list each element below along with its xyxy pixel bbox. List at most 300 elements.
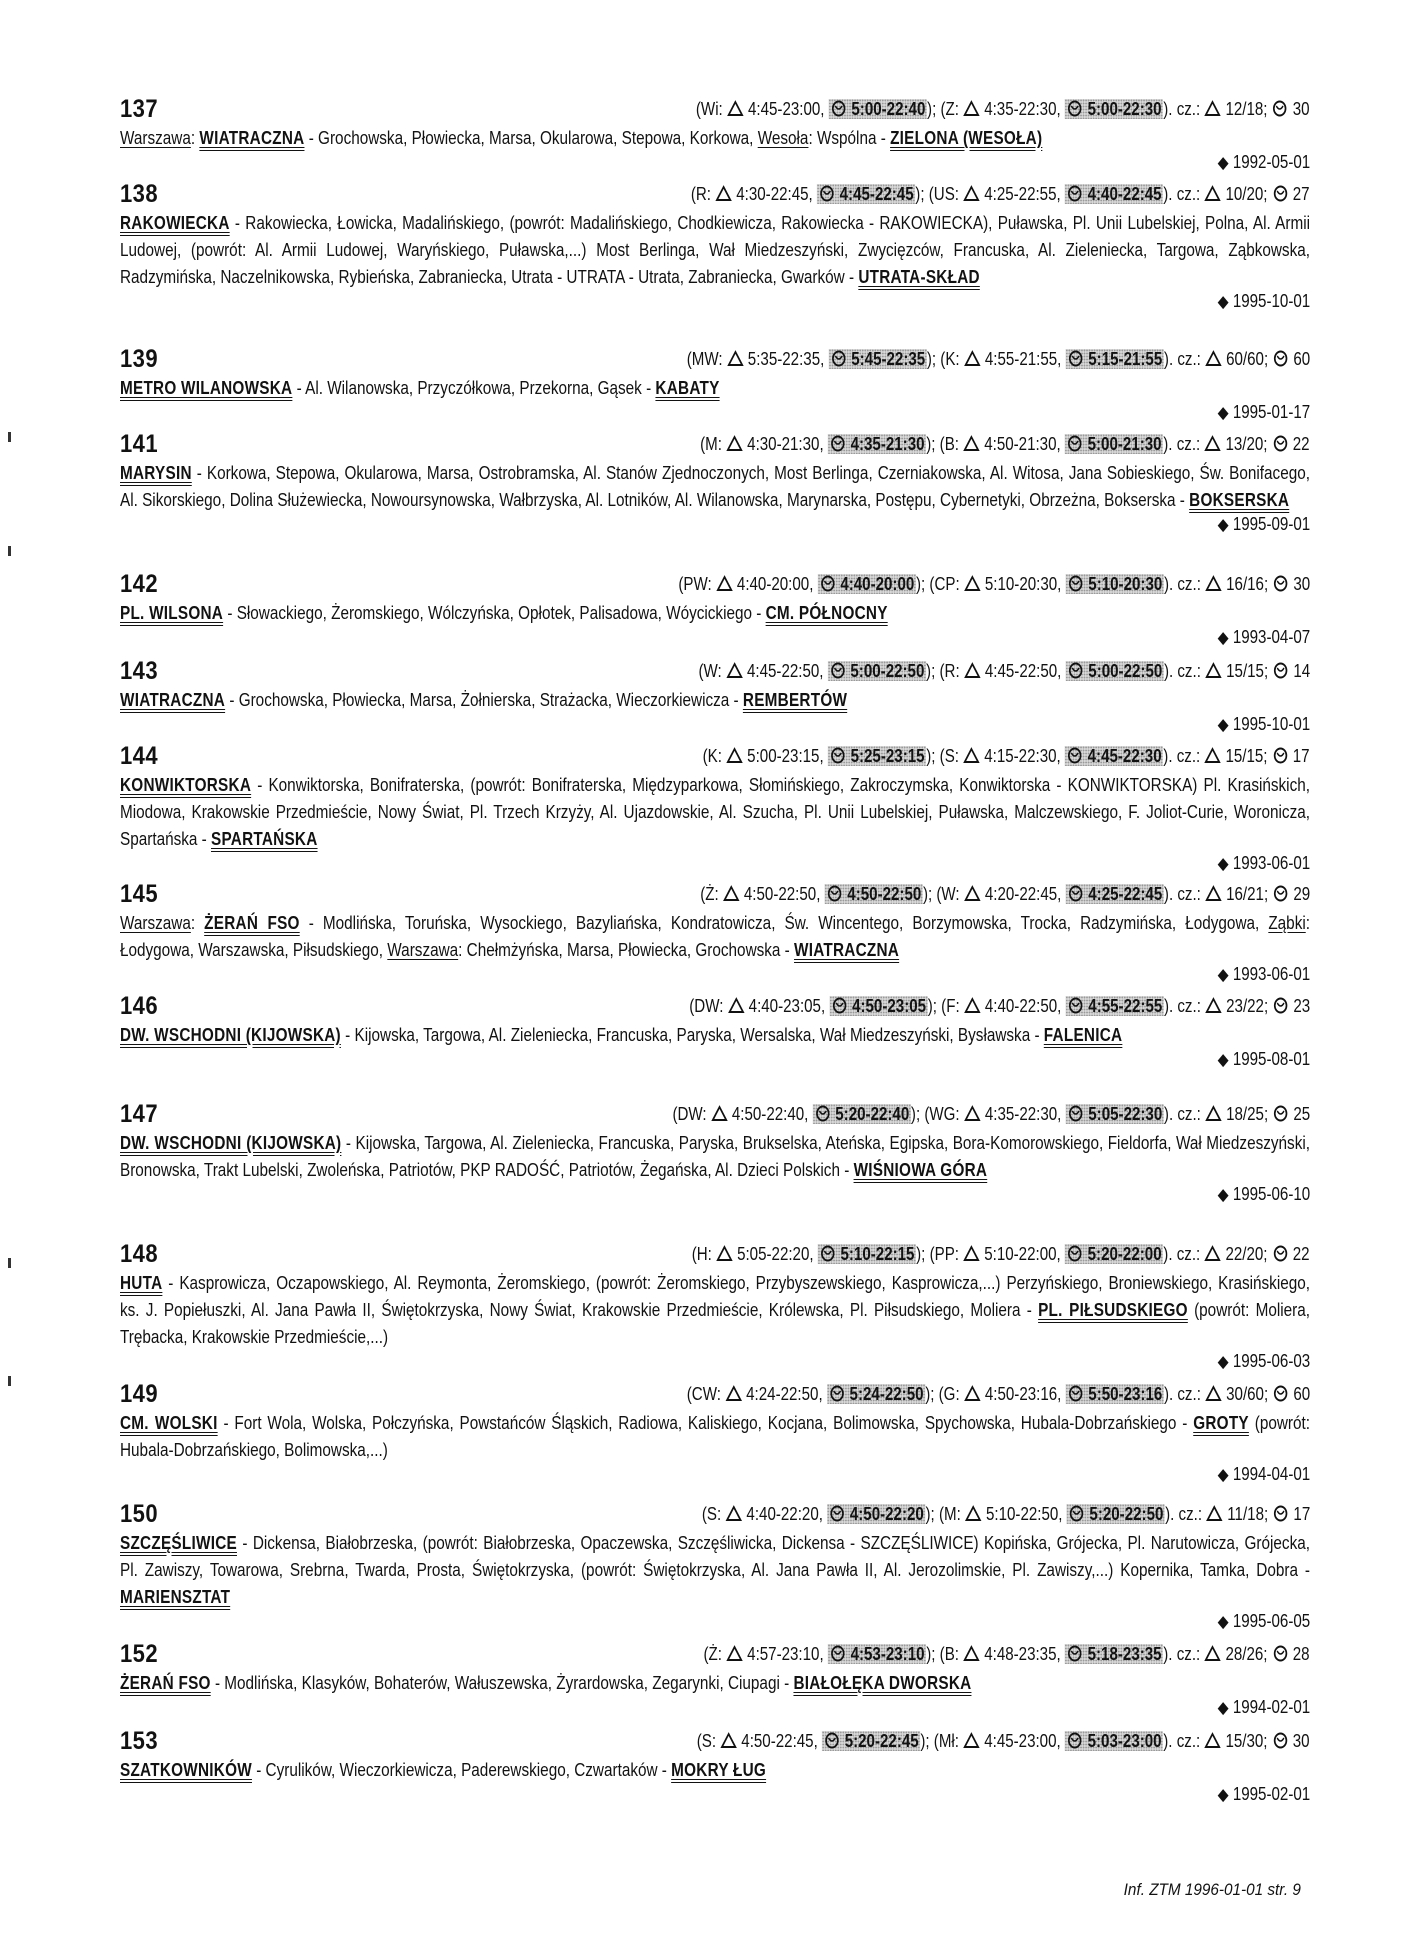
clock-icon bbox=[1272, 1645, 1289, 1662]
terminal-1-peak-value: 5:00-22:50 bbox=[850, 661, 925, 681]
triangle-icon bbox=[727, 1645, 744, 1662]
route-header bbox=[120, 180, 1310, 210]
route-date-value: 1992-05-01 bbox=[1232, 152, 1310, 172]
terminal-1-hours: 4:57-23:10, bbox=[747, 1644, 825, 1664]
triangle-icon bbox=[723, 885, 740, 902]
terminal-1-peak-hours bbox=[817, 184, 915, 204]
terminal-1-peak-hours bbox=[829, 996, 927, 1016]
terminal-2-code: ); (F: bbox=[927, 996, 960, 1016]
terminal-1-hours: 4:30-21:30, bbox=[747, 434, 825, 454]
terminal-2-hours: 4:20-22:45, bbox=[984, 884, 1062, 904]
terminal-2-hours: 4:50-21:30, bbox=[984, 434, 1062, 454]
route-description bbox=[120, 460, 1310, 514]
terminal-2-peak-value: 5:00-22:30 bbox=[1088, 99, 1163, 119]
route-streets: (powrót: Hubala-Dobrzańskiego, Bolimowska,...) bbox=[120, 1413, 1310, 1460]
frequency-peak: 60 bbox=[1293, 1384, 1310, 1404]
clock-icon bbox=[829, 1505, 846, 1522]
terminus-name: BOKSERSKA bbox=[1189, 490, 1290, 510]
route-header bbox=[120, 1640, 1310, 1670]
diamond-icon: ◆ bbox=[1217, 292, 1229, 311]
terminal-2-code: ); (M: bbox=[925, 1504, 961, 1524]
clock-icon bbox=[1272, 997, 1289, 1014]
frequency-label: ). cz.: bbox=[1163, 1384, 1201, 1404]
terminal-1-code: (DW: bbox=[689, 996, 724, 1016]
terminal-1-hours: 4:50-22:40, bbox=[731, 1104, 809, 1124]
terminus-name: KONWIKTORSKA bbox=[120, 775, 252, 795]
frequency-peak: 30 bbox=[1293, 574, 1310, 594]
frequency-peak: 29 bbox=[1293, 884, 1310, 904]
route-streets: - Konwiktorska, Bonifraterska, (powrót: Bonifraterska, Międzyparkowa, Słomińskiego, Zakroczymska, Konwiktorska - KONWIKTORSKA) Pl. Krasińskich, Miodowa, Krakowskie Przedmieście, Nowy Świat, Pl. Trzech Krzyży, Al. Ujazdowskie, Al. Szucha, Pl. Unii Lubelskiej, Puławska, Malczewskiego, F. Joliot-Curie, Woronicza, Spartańska - bbox=[120, 775, 1311, 849]
diamond-icon: ◆ bbox=[1217, 965, 1229, 984]
terminal-1-code: (MW: bbox=[686, 349, 723, 369]
terminal-2-hours: 4:55-21:55, bbox=[984, 349, 1062, 369]
route-description bbox=[120, 1130, 1310, 1184]
city-name: Warszawa bbox=[120, 128, 191, 148]
clock-icon bbox=[1067, 1732, 1084, 1749]
terminal-1-peak-hours bbox=[827, 1504, 925, 1524]
frequency-values: 16/21; bbox=[1225, 884, 1268, 904]
route-description bbox=[120, 1410, 1310, 1464]
terminus-name: DW. WSCHODNI (KIJOWSKA) bbox=[120, 1025, 341, 1045]
terminal-2-code: ); (WG: bbox=[910, 1104, 960, 1124]
terminus-name: MARIENSZTAT bbox=[120, 1587, 231, 1607]
frequency-values: 13/20; bbox=[1225, 434, 1268, 454]
route-date-value: 1995-08-01 bbox=[1232, 1049, 1310, 1069]
terminal-1-hours: 4:30-22:45, bbox=[736, 184, 814, 204]
city-name: Warszawa bbox=[120, 913, 191, 933]
route-description bbox=[120, 210, 1310, 291]
route-entry bbox=[120, 95, 1310, 172]
terminus-name: BIAŁOŁĘKA DWORSKA bbox=[793, 1673, 972, 1693]
terminal-2-peak-value: 5:03-23:00 bbox=[1088, 1731, 1163, 1751]
route-hours bbox=[689, 996, 1310, 1017]
terminal-2-peak-value: 5:18-23:35 bbox=[1088, 1644, 1163, 1664]
terminus-name: WIATRACZNA bbox=[120, 690, 226, 710]
diamond-icon: ◆ bbox=[1217, 715, 1229, 734]
triangle-icon bbox=[1205, 1105, 1222, 1122]
triangle-icon bbox=[727, 747, 744, 764]
frequency-label: ). cz.: bbox=[1163, 661, 1201, 681]
route-date-value: 1995-06-03 bbox=[1232, 1351, 1310, 1371]
terminal-1-peak-hours bbox=[822, 1731, 920, 1751]
route-streets: - Dickensa, Białobrzeska, (powrót: Białobrzeska, Opaczewska, Szczęśliwicka, Dickensa - SZCZĘŚLIWICE) Kopińska, Grójecka, Pl. Narutowicza, Grójecka, Pl. Zawiszy, Towarowa, Srebrna, Twarda, Prosta, Świętokrzyska, (powrót: Świętokrzyska, Al. Jana Pawła II, Al. Jerozolimskie, Pl. Zawiszy,...) Kopernika, Tamka, Dobra - bbox=[120, 1533, 1310, 1580]
terminus-name: REMBERTÓW bbox=[742, 690, 848, 710]
route-entry bbox=[120, 570, 1310, 647]
terminal-2-peak-value: 4:25-22:45 bbox=[1088, 884, 1163, 904]
route-streets: - Al. Wilanowska, Przyczółkowa, Przekorna, Gąsek - bbox=[292, 378, 656, 398]
route-hours bbox=[691, 184, 1310, 205]
clock-icon bbox=[1067, 1645, 1084, 1662]
frequency-peak: 23 bbox=[1293, 996, 1310, 1016]
route-header bbox=[120, 742, 1310, 772]
route-entry bbox=[120, 1500, 1310, 1631]
route-streets: : Chełmżyńska, Marsa, Płowiecka, Grochowska - bbox=[458, 940, 795, 960]
route-entry bbox=[120, 1640, 1310, 1717]
triangle-icon bbox=[1205, 575, 1222, 592]
frequency-label: ). cz.: bbox=[1163, 996, 1201, 1016]
clock-icon bbox=[1067, 1105, 1084, 1122]
terminal-2-peak-hours bbox=[1065, 184, 1163, 204]
route-hours bbox=[678, 574, 1310, 595]
route-description bbox=[120, 375, 1310, 402]
terminus-name: ŻERAŃ FSO bbox=[120, 1673, 211, 1693]
terminal-1-peak-hours bbox=[827, 1384, 925, 1404]
terminal-2-peak-hours bbox=[1065, 349, 1163, 369]
clock-icon bbox=[1272, 885, 1289, 902]
route-number: 143 bbox=[120, 657, 159, 685]
terminus-name: CM. WOLSKI bbox=[120, 1413, 218, 1433]
terminal-2-peak-hours bbox=[1065, 1244, 1163, 1264]
terminal-1-hours: 4:50-22:50, bbox=[743, 884, 821, 904]
frequency-values: 60/60; bbox=[1225, 349, 1268, 369]
route-description bbox=[120, 1022, 1310, 1049]
terminus-name: ZIELONA (WESOŁA) bbox=[890, 128, 1043, 148]
route-hours bbox=[687, 1384, 1310, 1405]
route-streets: : bbox=[190, 128, 200, 148]
triangle-icon bbox=[1205, 662, 1222, 679]
clock-icon bbox=[831, 100, 848, 117]
triangle-icon bbox=[727, 350, 744, 367]
terminal-2-peak-hours bbox=[1065, 884, 1163, 904]
frequency-values: 18/25; bbox=[1225, 1104, 1268, 1124]
diamond-icon: ◆ bbox=[1217, 1785, 1229, 1804]
triangle-icon bbox=[717, 1245, 734, 1262]
terminal-1-peak-value: 5:20-22:45 bbox=[845, 1731, 920, 1751]
terminal-2-hours: 5:10-22:50, bbox=[985, 1504, 1063, 1524]
clock-icon bbox=[1067, 997, 1084, 1014]
triangle-icon bbox=[725, 1385, 742, 1402]
route-date bbox=[1217, 1697, 1310, 1718]
terminal-1-code: (W: bbox=[698, 661, 722, 681]
route-date-value: 1994-04-01 bbox=[1232, 1464, 1310, 1484]
route-header bbox=[120, 880, 1310, 910]
route-description bbox=[120, 772, 1310, 853]
route-hours bbox=[692, 1244, 1310, 1265]
route-date bbox=[1217, 1464, 1310, 1485]
route-streets: (powrót: Moliera, Trębacka, Krakowskie Przedmieście,...) bbox=[120, 1300, 1310, 1347]
route-description bbox=[120, 1270, 1310, 1351]
clock-icon bbox=[830, 1645, 847, 1662]
terminus-name: METRO WILANOWSKA bbox=[120, 378, 293, 398]
route-streets: - Rakowiecka, Łowicka, Madalińskiego, (powrót: Madalińskiego, Chodkiewicza, Rakowiecka - RAKOWIECKA), Puławska, Pl. Unii Lubelskiej, Polna, Al. Armii Ludowej, (powrót: Al. Armii Ludowej, Waryńskiego, Puławska,...) Most Berlinga, Wał Miedzeszyński, Zwycięzców, Francuska, Al. Zieleniecka, Targowa, Ząbkowska, Radzymińska, Naczelnikowska, Rybieńska, Zabraniecka, Utrata - UTRATA - Utrata, Zabraniecka, Gwarków - bbox=[120, 213, 1310, 287]
frequency-label: ). cz.: bbox=[1163, 434, 1201, 454]
frequency-peak: 27 bbox=[1293, 184, 1310, 204]
terminal-1-peak-hours bbox=[818, 1244, 916, 1264]
route-entry bbox=[120, 1380, 1310, 1484]
route-number: 148 bbox=[120, 1240, 159, 1268]
terminal-2-peak-hours bbox=[1065, 434, 1163, 454]
terminus-name: DW. WSCHODNI (KIJOWSKA) bbox=[120, 1133, 342, 1153]
route-date bbox=[1217, 152, 1310, 173]
route-number: 147 bbox=[120, 1100, 159, 1128]
route-header bbox=[120, 1500, 1310, 1530]
scan-mark bbox=[8, 1258, 11, 1268]
route-header bbox=[120, 430, 1310, 460]
route-number: 145 bbox=[120, 880, 159, 908]
route-date bbox=[1217, 1784, 1310, 1805]
terminal-2-peak-value: 5:10-20:30 bbox=[1088, 574, 1163, 594]
terminal-1-peak-value: 4:50-22:50 bbox=[847, 884, 922, 904]
scan-mark bbox=[8, 1376, 11, 1386]
triangle-icon bbox=[727, 100, 744, 117]
terminus-name: SZCZĘŚLIWICE bbox=[120, 1533, 237, 1553]
route-streets: - Kijowska, Targowa, Al. Zieleniecka, Francuska, Paryska, Brukselska, Ateńska, Egipska, Bora-Komorowskiego, Fieldorfa, Wał Miedzeszyński, Bronowska, Trakt Lubelski, Zwoleńska, Patriotów, PKP RADOŚĆ, Patriotów, Żegańska, Al. Dzieci Polskich - bbox=[120, 1133, 1310, 1180]
route-header bbox=[120, 1240, 1310, 1270]
diamond-icon: ◆ bbox=[1217, 403, 1229, 422]
route-date-value: 1993-06-01 bbox=[1232, 964, 1310, 984]
route-number: 152 bbox=[120, 1640, 159, 1668]
terminal-1-code: (K: bbox=[703, 746, 723, 766]
diamond-icon: ◆ bbox=[1217, 1352, 1229, 1371]
terminal-2-hours: 4:25-22:55, bbox=[984, 184, 1062, 204]
route-hours bbox=[696, 99, 1310, 120]
frequency-values: 10/20; bbox=[1225, 184, 1268, 204]
terminal-2-peak-value: 5:15-21:55 bbox=[1088, 349, 1163, 369]
route-date-value: 1995-09-01 bbox=[1232, 514, 1310, 534]
terminal-1-peak-value: 5:20-22:40 bbox=[835, 1104, 910, 1124]
frequency-label: ). cz.: bbox=[1164, 1504, 1202, 1524]
clock-icon bbox=[1067, 1245, 1084, 1262]
terminal-1-code: (Ż: bbox=[703, 1644, 723, 1664]
terminus-name: WIATRACZNA bbox=[794, 940, 900, 960]
terminus-name: CM. PÓŁNOCNY bbox=[765, 603, 888, 623]
terminal-2-code: ); (K: bbox=[926, 349, 960, 369]
frequency-label: ). cz.: bbox=[1163, 1731, 1201, 1751]
terminal-1-hours: 4:50-22:45, bbox=[741, 1731, 819, 1751]
terminal-1-code: (R: bbox=[691, 184, 712, 204]
clock-icon bbox=[814, 1105, 831, 1122]
triangle-icon bbox=[965, 1505, 982, 1522]
route-description bbox=[120, 1670, 1310, 1697]
route-streets: - Słowackiego, Żeromskiego, Wólczyńska, Opłotek, Palisadowa, Wóycickiego - bbox=[223, 603, 766, 623]
terminal-1-code: (Ż: bbox=[699, 884, 719, 904]
route-streets: - Modlińska, Klasyków, Bohaterów, Wałuszewska, Żyrardowska, Zegarynki, Ciupagi - bbox=[210, 1673, 794, 1693]
terminal-1-peak-hours bbox=[817, 574, 915, 594]
terminal-1-peak-value: 5:25-23:15 bbox=[851, 746, 925, 766]
scan-mark bbox=[8, 432, 11, 442]
terminus-name: RAKOWIECKA bbox=[120, 213, 230, 233]
triangle-icon bbox=[716, 575, 733, 592]
terminal-2-peak-hours bbox=[1065, 1104, 1163, 1124]
clock-icon bbox=[1067, 435, 1084, 452]
terminus-name: PL. PIŁSUDSKIEGO bbox=[1038, 1300, 1188, 1320]
triangle-icon bbox=[1205, 435, 1222, 452]
clock-icon bbox=[1272, 350, 1289, 367]
clock-icon bbox=[1272, 1505, 1289, 1522]
terminal-1-peak-value: 5:10-22:15 bbox=[840, 1244, 915, 1264]
terminal-2-peak-hours bbox=[1065, 1384, 1163, 1404]
triangle-icon bbox=[727, 435, 744, 452]
route-streets: - Kijowska, Targowa, Al. Zieleniecka, Francuska, Paryska, Wersalska, Wał Miedzeszyński, Bysławska - bbox=[340, 1025, 1044, 1045]
route-description bbox=[120, 1530, 1310, 1611]
terminal-1-peak-value: 5:24-22:50 bbox=[849, 1384, 924, 1404]
route-streets: - Korkowa, Stepowa, Okularowa, Marsa, Ostrobramska, Al. Stanów Zjednoczonych, Most Berlinga, Czerniakowska, Al. Witosa, Jana Sobieskiego, Św. Bonifacego, Al. Sikorskiego, Dolina Służewiecka, Nowoursynowska, Wałbrzyska, Al. Lotników, Al. Wilanowska, Marynarska, Postępu, Cybernetyki, Obrzeżna, Bokserska - bbox=[120, 463, 1311, 510]
route-header bbox=[120, 570, 1310, 600]
terminal-2-code: ); (B: bbox=[926, 1644, 960, 1664]
frequency-label: ). cz.: bbox=[1163, 99, 1201, 119]
route-description bbox=[120, 687, 1310, 714]
frequency-label: ). cz.: bbox=[1163, 1104, 1201, 1124]
clock-icon bbox=[1067, 575, 1084, 592]
terminal-1-hours: 4:40-22:20, bbox=[746, 1504, 823, 1524]
route-streets: - Grochowska, Płowiecka, Marsa, Okularowa, Stepowa, Korkowa, bbox=[304, 128, 758, 148]
terminal-2-code: ); (Mł: bbox=[920, 1731, 960, 1751]
city-name: Warszawa bbox=[387, 940, 459, 960]
route-number: 150 bbox=[120, 1500, 159, 1528]
route-number: 142 bbox=[120, 570, 159, 598]
route-date bbox=[1217, 1184, 1310, 1205]
terminal-2-hours: 4:35-22:30, bbox=[984, 99, 1062, 119]
clock-icon bbox=[1068, 1505, 1085, 1522]
terminal-1-hours: 4:24-22:50, bbox=[745, 1384, 823, 1404]
route-date bbox=[1217, 1351, 1310, 1372]
frequency-peak: 60 bbox=[1293, 349, 1310, 369]
clock-icon bbox=[1067, 100, 1084, 117]
terminus-name: PL. WILSONA bbox=[120, 603, 224, 623]
clock-icon bbox=[1272, 575, 1289, 592]
route-date-value: 1994-02-01 bbox=[1232, 1697, 1310, 1717]
clock-icon bbox=[828, 1385, 845, 1402]
route-number: 146 bbox=[120, 992, 159, 1020]
frequency-peak: 22 bbox=[1293, 1244, 1310, 1264]
clock-icon bbox=[1067, 885, 1084, 902]
route-header bbox=[120, 1727, 1310, 1757]
clock-icon bbox=[820, 1245, 837, 1262]
frequency-values: 11/18; bbox=[1227, 1504, 1268, 1524]
terminal-2-code: ); (G: bbox=[924, 1384, 960, 1404]
frequency-values: 28/26; bbox=[1225, 1644, 1268, 1664]
terminal-2-hours: 4:40-22:50, bbox=[984, 996, 1062, 1016]
terminal-1-peak-hours bbox=[828, 1644, 926, 1664]
diamond-icon: ◆ bbox=[1217, 1698, 1229, 1717]
terminal-1-peak-value: 4:53-23:10 bbox=[851, 1644, 925, 1664]
city-name: Wesoła bbox=[757, 128, 809, 148]
route-number: 144 bbox=[120, 742, 159, 770]
clock-icon bbox=[829, 662, 846, 679]
terminal-2-hours: 4:45-22:50, bbox=[984, 661, 1062, 681]
frequency-label: ). cz.: bbox=[1163, 746, 1201, 766]
terminus-name: SPARTAŃSKA bbox=[211, 829, 318, 849]
triangle-icon bbox=[1205, 997, 1222, 1014]
terminal-2-peak-hours bbox=[1065, 1731, 1163, 1751]
route-date bbox=[1217, 1611, 1310, 1632]
triangle-icon bbox=[1205, 1732, 1222, 1749]
clock-icon bbox=[1272, 1245, 1289, 1262]
terminal-1-code: (M: bbox=[700, 434, 723, 454]
terminal-2-peak-value: 4:55-22:55 bbox=[1088, 996, 1163, 1016]
terminal-2-peak-value: 4:40-22:45 bbox=[1088, 184, 1163, 204]
diamond-icon: ◆ bbox=[1217, 1612, 1229, 1631]
frequency-values: 22/20; bbox=[1225, 1244, 1268, 1264]
terminal-1-hours: 4:40-23:05, bbox=[748, 996, 825, 1016]
clock-icon bbox=[831, 997, 848, 1014]
frequency-values: 16/16; bbox=[1225, 574, 1268, 594]
triangle-icon bbox=[1205, 100, 1222, 117]
triangle-icon bbox=[1205, 885, 1222, 902]
frequency-label: ). cz.: bbox=[1163, 574, 1201, 594]
route-date bbox=[1217, 514, 1310, 535]
terminal-2-code: ); (R: bbox=[925, 661, 960, 681]
route-date-value: 1995-02-01 bbox=[1232, 1784, 1310, 1804]
triangle-icon bbox=[1205, 1385, 1222, 1402]
triangle-icon bbox=[964, 1105, 981, 1122]
triangle-icon bbox=[964, 435, 981, 452]
terminal-1-peak-hours bbox=[828, 349, 926, 369]
route-streets: - Cyrulików, Wieczorkiewicza, Paderewskiego, Czwartaków - bbox=[251, 1760, 672, 1780]
terminal-2-code: ); (W: bbox=[922, 884, 960, 904]
triangle-icon bbox=[964, 575, 981, 592]
terminus-name: ŻERAŃ FSO bbox=[204, 913, 300, 933]
terminal-1-hours: 5:00-23:15, bbox=[747, 746, 825, 766]
terminal-2-peak-hours bbox=[1065, 996, 1163, 1016]
triangle-icon bbox=[1205, 1645, 1222, 1662]
clock-icon bbox=[1272, 747, 1289, 764]
clock-icon bbox=[830, 747, 847, 764]
frequency-values: 30/60; bbox=[1225, 1384, 1268, 1404]
terminus-name: KABATY bbox=[655, 378, 720, 398]
triangle-icon bbox=[964, 885, 981, 902]
terminal-2-peak-hours bbox=[1065, 661, 1163, 681]
route-date-value: 1995-10-01 bbox=[1232, 291, 1310, 311]
terminal-1-peak-value: 4:35-21:30 bbox=[851, 434, 925, 454]
frequency-values: 12/18; bbox=[1225, 99, 1268, 119]
triangle-icon bbox=[725, 1505, 742, 1522]
frequency-values: 15/30; bbox=[1225, 1731, 1268, 1751]
terminal-1-hours: 4:45-23:00, bbox=[748, 99, 825, 119]
terminal-1-code: (PW: bbox=[678, 574, 712, 594]
clock-icon bbox=[1067, 1385, 1084, 1402]
frequency-label: ). cz.: bbox=[1163, 1244, 1201, 1264]
terminal-1-code: (H: bbox=[692, 1244, 713, 1264]
diamond-icon: ◆ bbox=[1217, 628, 1229, 647]
route-streets: - Grochowska, Płowiecka, Marsa, Żołnierska, Strażacka, Wieczorkiewicza - bbox=[225, 690, 743, 710]
route-entry bbox=[120, 1100, 1310, 1204]
terminal-1-peak-value: 5:00-22:40 bbox=[851, 99, 926, 119]
clock-icon bbox=[1067, 747, 1084, 764]
triangle-icon bbox=[1206, 1505, 1223, 1522]
route-description bbox=[120, 1757, 1310, 1784]
clock-icon bbox=[1067, 185, 1084, 202]
route-streets: - Kasprowicza, Oczapowskiego, Al. Reymonta, Żeromskiego, (powrót: Żeromskiego, Przybyszewskiego, Kasprowicza,...) Perzyńskiego, Broniewskiego, Krasińskiego, ks. J. Popiełuszki, Al. Jana Pawła II, Świętokrzyska, Nowy Świat, Krakowskie Przedmieście, Królewska, Pl. Piłsudskiego, Moliera - bbox=[120, 1273, 1310, 1320]
route-date bbox=[1217, 291, 1310, 312]
terminal-1-peak-value: 5:45-22:35 bbox=[851, 349, 925, 369]
terminal-1-peak-hours bbox=[824, 884, 922, 904]
route-streets: : Łodygowa, Warszawska, Piłsudskiego, bbox=[120, 913, 1310, 960]
route-header bbox=[120, 1100, 1310, 1130]
clock-icon bbox=[826, 885, 843, 902]
clock-icon bbox=[824, 1732, 841, 1749]
route-description bbox=[120, 600, 1310, 627]
scan-mark bbox=[8, 546, 11, 556]
terminus-name: SZATKOWNIKÓW bbox=[120, 1760, 252, 1780]
route-number: 138 bbox=[120, 180, 159, 208]
route-entry bbox=[120, 1240, 1310, 1371]
terminal-2-hours: 4:48-23:35, bbox=[984, 1644, 1062, 1664]
triangle-icon bbox=[1205, 1245, 1222, 1262]
terminus-name: FALENICA bbox=[1043, 1025, 1123, 1045]
terminal-2-peak-value: 5:20-22:00 bbox=[1088, 1244, 1163, 1264]
triangle-icon bbox=[964, 100, 981, 117]
clock-icon bbox=[1067, 662, 1084, 679]
route-header bbox=[120, 345, 1310, 375]
terminal-1-hours: 4:40-20:00, bbox=[736, 574, 814, 594]
triangle-icon bbox=[964, 747, 981, 764]
route-number: 141 bbox=[120, 430, 159, 458]
clock-icon bbox=[830, 435, 847, 452]
terminal-1-peak-value: 4:45-22:45 bbox=[840, 184, 915, 204]
route-date bbox=[1217, 853, 1310, 874]
route-date-value: 1995-10-01 bbox=[1232, 714, 1310, 734]
